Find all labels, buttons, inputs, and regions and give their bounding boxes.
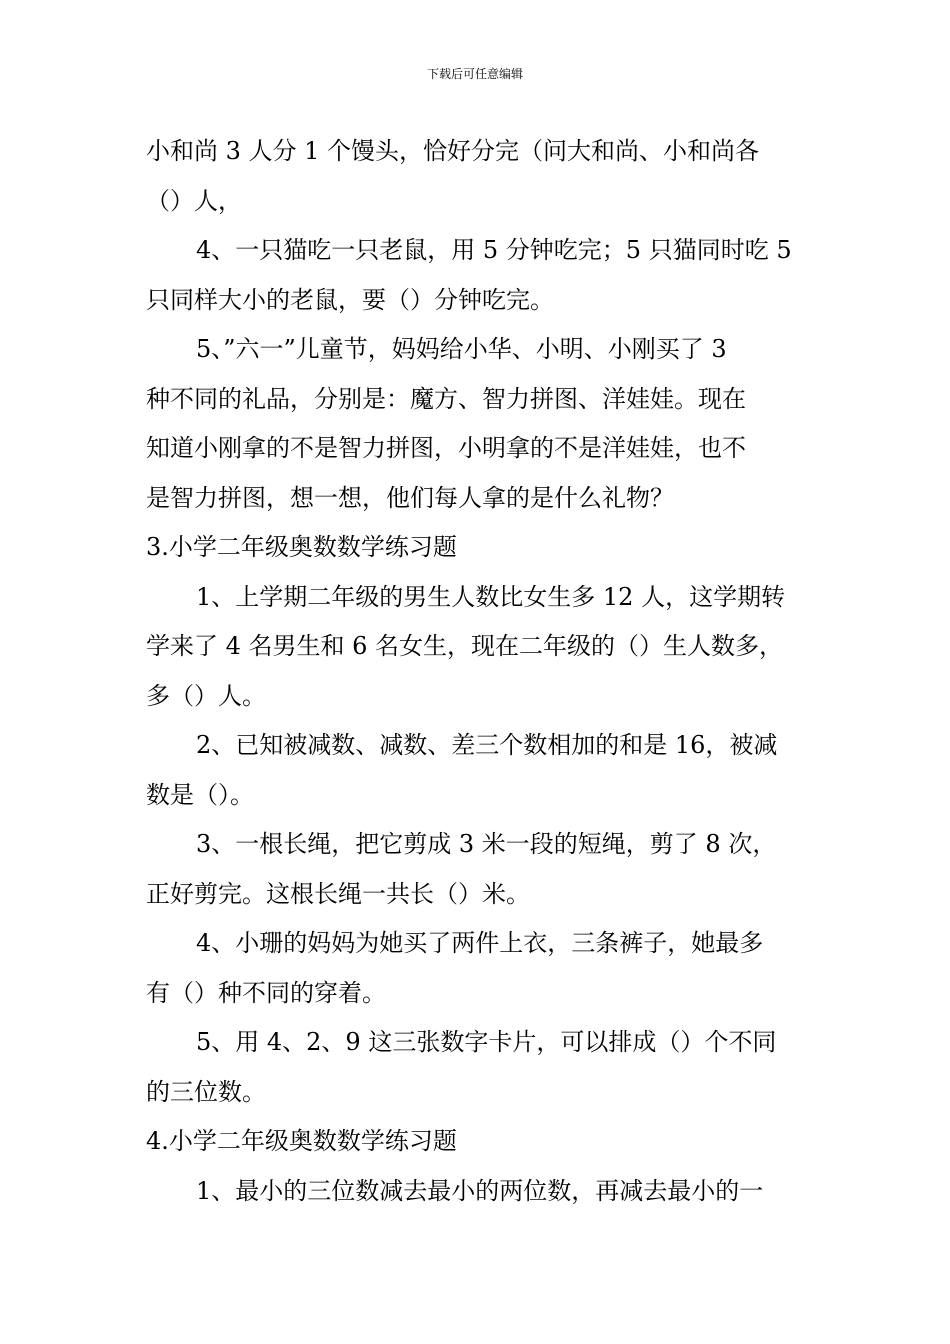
question-2-line: 2、已知被减数、减数、差三个数相加的和是 16，被减 [196, 731, 778, 759]
text-line: 小和尚 3 人分 1 个馒头，恰好分完（问大和尚、小和尚各 [146, 137, 760, 165]
text-line: 是智力拼图，想一想，他们每人拿的是什么礼物？ [146, 483, 674, 512]
text-line: 数是（）。 [146, 780, 254, 809]
document-body [146, 127, 811, 1216]
page-header: 下载后可任意编辑 [426, 67, 523, 81]
question-3-line: 3、一根长绳，把它剪成 3 米一段的短绳，剪了 8 次， [196, 830, 777, 858]
question-5-line: 5、”六一”儿童节，妈妈给小华、小明、小刚买了 3 [196, 335, 727, 363]
text-line: 只同样大小的老鼠，要（）分钟吃完。 [146, 285, 554, 314]
text-line: 有（）种不同的穿着。 [146, 978, 386, 1007]
text-line: 的三位数。 [146, 1077, 266, 1106]
question-4-line: 4、一只猫吃一只老鼠，用 5 分钟吃完；5 只猫同时吃 5 [196, 236, 792, 264]
section-heading-4: 4.小学二年级奥数数学练习题 [146, 1127, 457, 1155]
text-line: 学来了 4 名男生和 6 名女生，现在二年级的（）生人数多， [146, 632, 784, 660]
text-line: 多（）人。 [146, 681, 266, 710]
question-1-line: 1、上学期二年级的男生人数比女生多 12 人，这学期转 [196, 582, 786, 611]
text-line: 知道小刚拿的不是智力拼图，小明拿的不是洋娃娃，也不 [146, 434, 746, 462]
text-line: 种不同的礼品，分别是：魔方、智力拼图、洋娃娃。现在 [146, 384, 746, 413]
question-1-line: 1、最小的三位数减去最小的两位数，再减去最小的一 [196, 1176, 764, 1205]
text-line: 正好剪完。这根长绳一共长（）米。 [146, 879, 530, 908]
question-5-line: 5、用 4、2、9 这三张数字卡片，可以排成（）个不同 [196, 1028, 777, 1056]
text-line: （）人， [146, 186, 242, 215]
section-heading-3: 3.小学二年级奥数数学练习题 [146, 533, 457, 561]
question-4-line: 4、小珊的妈妈为她买了两件上衣，三条裤子，她最多 [196, 929, 764, 957]
